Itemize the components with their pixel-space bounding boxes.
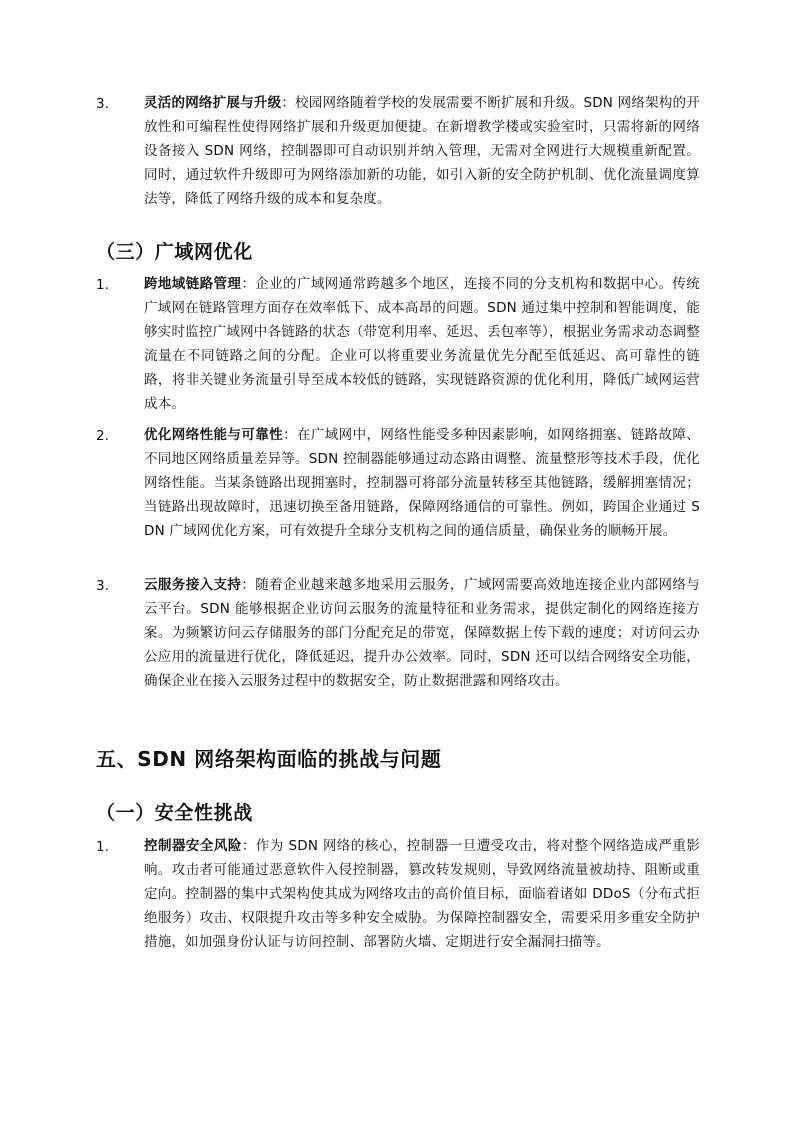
section-heading-security-challenges: （一）安全性挑战 — [96, 802, 253, 824]
list-item-cloud-access — [96, 574, 706, 694]
list-item-flexible-expansion — [96, 92, 706, 212]
list-item-term: 跨地域链路管理 — [144, 276, 242, 292]
list-item-body — [144, 574, 700, 694]
list-item-controller-security — [96, 835, 706, 955]
list-item-text: ：作为 SDN 网络的核心，控制器一旦遭受攻击，将对整个网络造成严重影响。攻击者可能通过恶意软件入侵控制器，篡改转发规则，导致网络流量被劫持、阻断或重定向。控制器的集中式架构使其成为网络攻击的高价值目标，面临着诸如 DDoS（分布式拒绝服务）攻击、权限提升攻击等多种安全威胁。为保障控制器安全，需要采用多重安全防护措施，如加强身份认证与访问控制、部署防火墙、定期进行安全漏洞扫描等。 — [144, 838, 700, 950]
list-number: 1. — [96, 277, 109, 293]
list-item-term: 控制器安全风险 — [144, 838, 242, 854]
list-item-term: 云服务接入支持 — [144, 577, 242, 593]
list-item-performance-reliability — [96, 424, 706, 544]
list-item-cross-region-links — [96, 273, 706, 416]
list-item-body — [144, 424, 700, 544]
chapter-heading-challenges: 五、SDN 网络架构面临的挑战与问题 — [96, 747, 442, 771]
list-item-body — [144, 92, 700, 212]
list-item-text: ：企业的广域网通常跨越多个地区，连接不同的分支机构和数据中心。传统广域网在链路管理方面存在效率低下、成本高昂的问题。SDN 通过集中控制和智能调度，能够实时监控广域网中各链路的状态（带宽利用率、延迟、丢包率等），根据业务需求动态调整流量在不同链路之间的分配。企业可以将重要业务流量优先分配至低延迟、高可靠性的链路，将非关键业务流量引导至成本较低的链路，实现链路资源的优化利用，降低广域网运营成本。 — [144, 276, 700, 412]
list-number: 3. — [96, 96, 109, 112]
list-number: 3. — [96, 578, 109, 594]
list-item-term: 优化网络性能与可靠性 — [144, 427, 284, 443]
list-number: 1. — [96, 839, 109, 855]
list-item-text: ：在广域网中，网络性能受多种因素影响，如网络拥塞、链路故障、不同地区网络质量差异等。SDN 控制器能够通过动态路由调整、流量整形等技术手段，优化网络性能。当某条链路出现拥塞时，控制器可将部分流量转移至其他链路，缓解拥塞情况；当链路出现故障时，迅速切换至备用链路，保障网络通信的可靠性。例如，跨国企业通过 SDN 广域网优化方案，可有效提升全球分支机构之间的通信质量，确保业务的顺畅开展。 — [144, 427, 701, 539]
section-heading-wan-optimization: （三）广域网优化 — [96, 241, 253, 263]
list-item-body — [144, 835, 700, 955]
list-number: 2. — [96, 428, 109, 444]
list-item-term: 灵活的网络扩展与升级 — [144, 95, 282, 111]
list-item-text: ：校园网络随着学校的发展需要不断扩展和升级。SDN 网络架构的开放性和可编程性使得网络扩展和升级更加便捷。在新增教学楼或实验室时，只需将新的网络设备接入 SDN 网络，控制器即可自动识别并纳入管理，无需对全网进行大规模重新配置。同时，通过软件升级即可为网络添加新的功能，如引入新的安全防护机制、优化流量调度算法等，降低了网络升级的成本和复杂度。 — [144, 95, 700, 207]
list-item-body — [144, 273, 700, 416]
list-item-text: ：随着企业越来越多地采用云服务，广域网需要高效地连接企业内部网络与云平台。SDN 能够根据企业访问云服务的流量特征和业务需求，提供定制化的网络连接方案。为频繁访问云存储服务的部门分配充足的带宽，保障数据上传下载的速度；对访问云办公应用的流量进行优化，降低延迟，提升办公效率。同时，SDN 还可以结合网络安全功能，确保企业在接入云服务过程中的数据安全，防止数据泄露和网络攻击。 — [144, 577, 700, 689]
